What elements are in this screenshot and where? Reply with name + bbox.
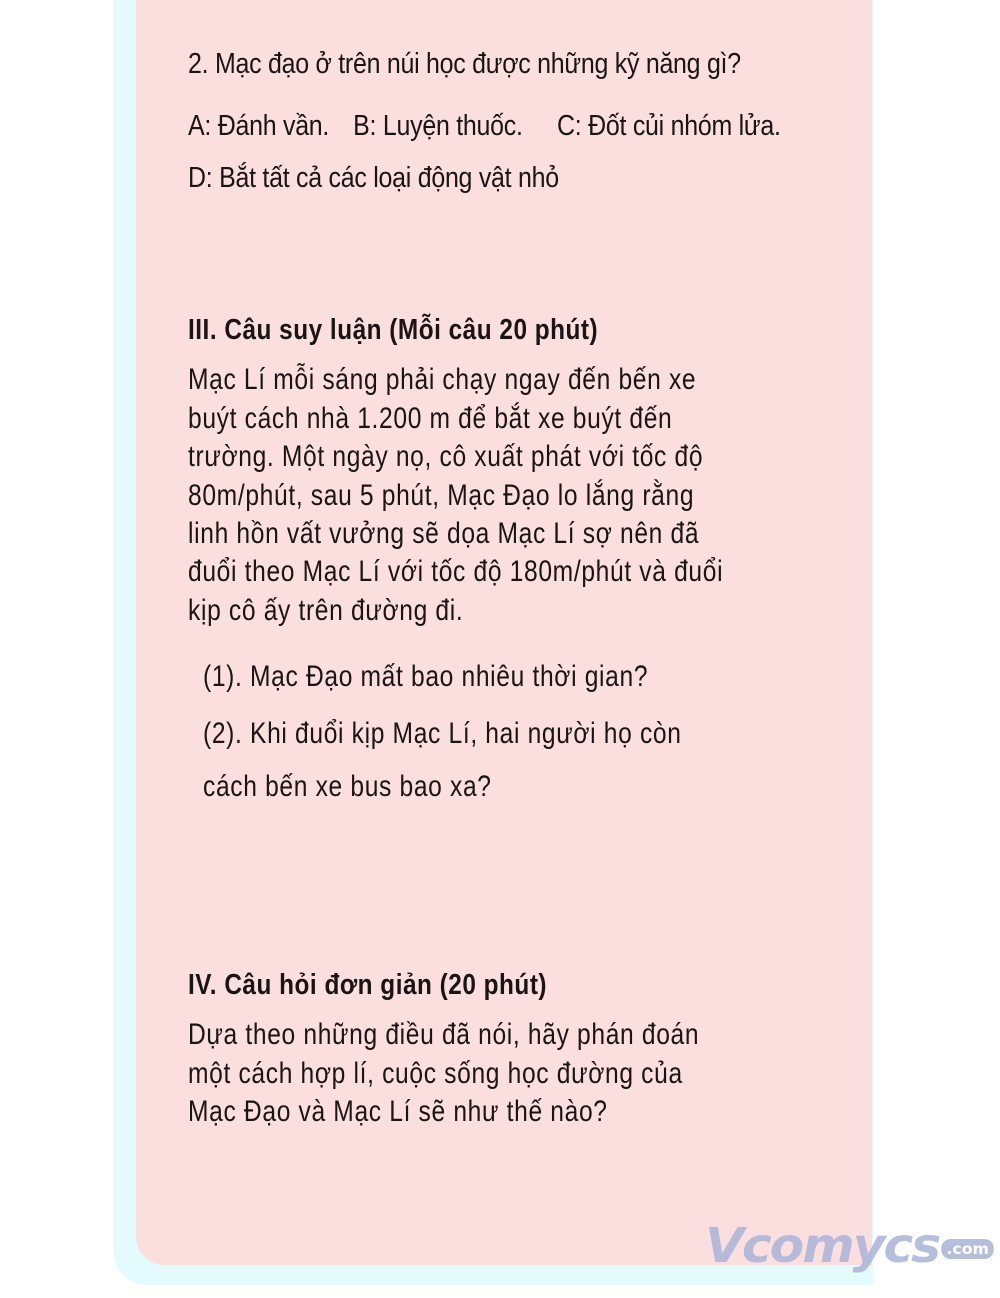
option-d: D: Bắt tất cả các loại động vật nhỏ — [188, 162, 559, 194]
watermark-brand: Vcomycs — [705, 1218, 940, 1274]
section-3-line: 80m/phút, sau 5 phút, Mạc Đạo lo lắng rằng — [188, 479, 695, 512]
sub-question-1: (1). Mạc Đạo mất bao nhiêu thời gian? — [203, 660, 649, 693]
section-3-line: buýt cách nhà 1.200 m để bắt xe buýt đến — [188, 402, 673, 435]
section-4-line: Mạc Đạo và Mạc Lí sẽ như thế nào? — [188, 1095, 608, 1128]
section-4-line: một cách hợp lí, cuộc sống học đường của — [188, 1057, 683, 1090]
section-3-heading: III. Câu suy luận (Mỗi câu 20 phút) — [188, 314, 599, 346]
section-4-line: Dựa theo những điều đã nói, hãy phán đoán — [188, 1018, 700, 1051]
option-b: B: Luyện thuốc. — [353, 110, 523, 142]
question-2-options-row — [188, 112, 781, 141]
section-4-heading: IV. Câu hỏi đơn giản (20 phút) — [188, 969, 548, 1001]
watermark-suffix: .com — [941, 1239, 994, 1259]
sub-question-2: (2). Khi đuổi kịp Mạc Lí, hai người họ còn — [203, 717, 682, 750]
option-a: A: Đánh vần. — [188, 110, 330, 142]
section-3-line: trường. Một ngày nọ, cô xuất phát với tốc độ — [188, 440, 704, 473]
section-3-line: linh hồn vất vưởng sẽ dọa Mạc Lí sợ nên đã — [188, 517, 700, 550]
question-2-prompt: 2. Mạc đạo ở trên núi học được những kỹ năng gì? — [188, 48, 741, 80]
site-watermark — [705, 1218, 994, 1274]
section-3-line: đuổi theo Mạc Lí với tốc độ 180m/phút và đuổi — [188, 555, 724, 588]
sub-question-2-continued: cách bến xe bus bao xa? — [203, 770, 492, 803]
option-c: C: Đốt củi nhóm lửa. — [557, 110, 781, 142]
section-3-line: Mạc Lí mỗi sáng phải chạy ngay đến bến xe — [188, 363, 697, 396]
section-3-line: kịp cô ấy trên đường đi. — [188, 594, 464, 627]
